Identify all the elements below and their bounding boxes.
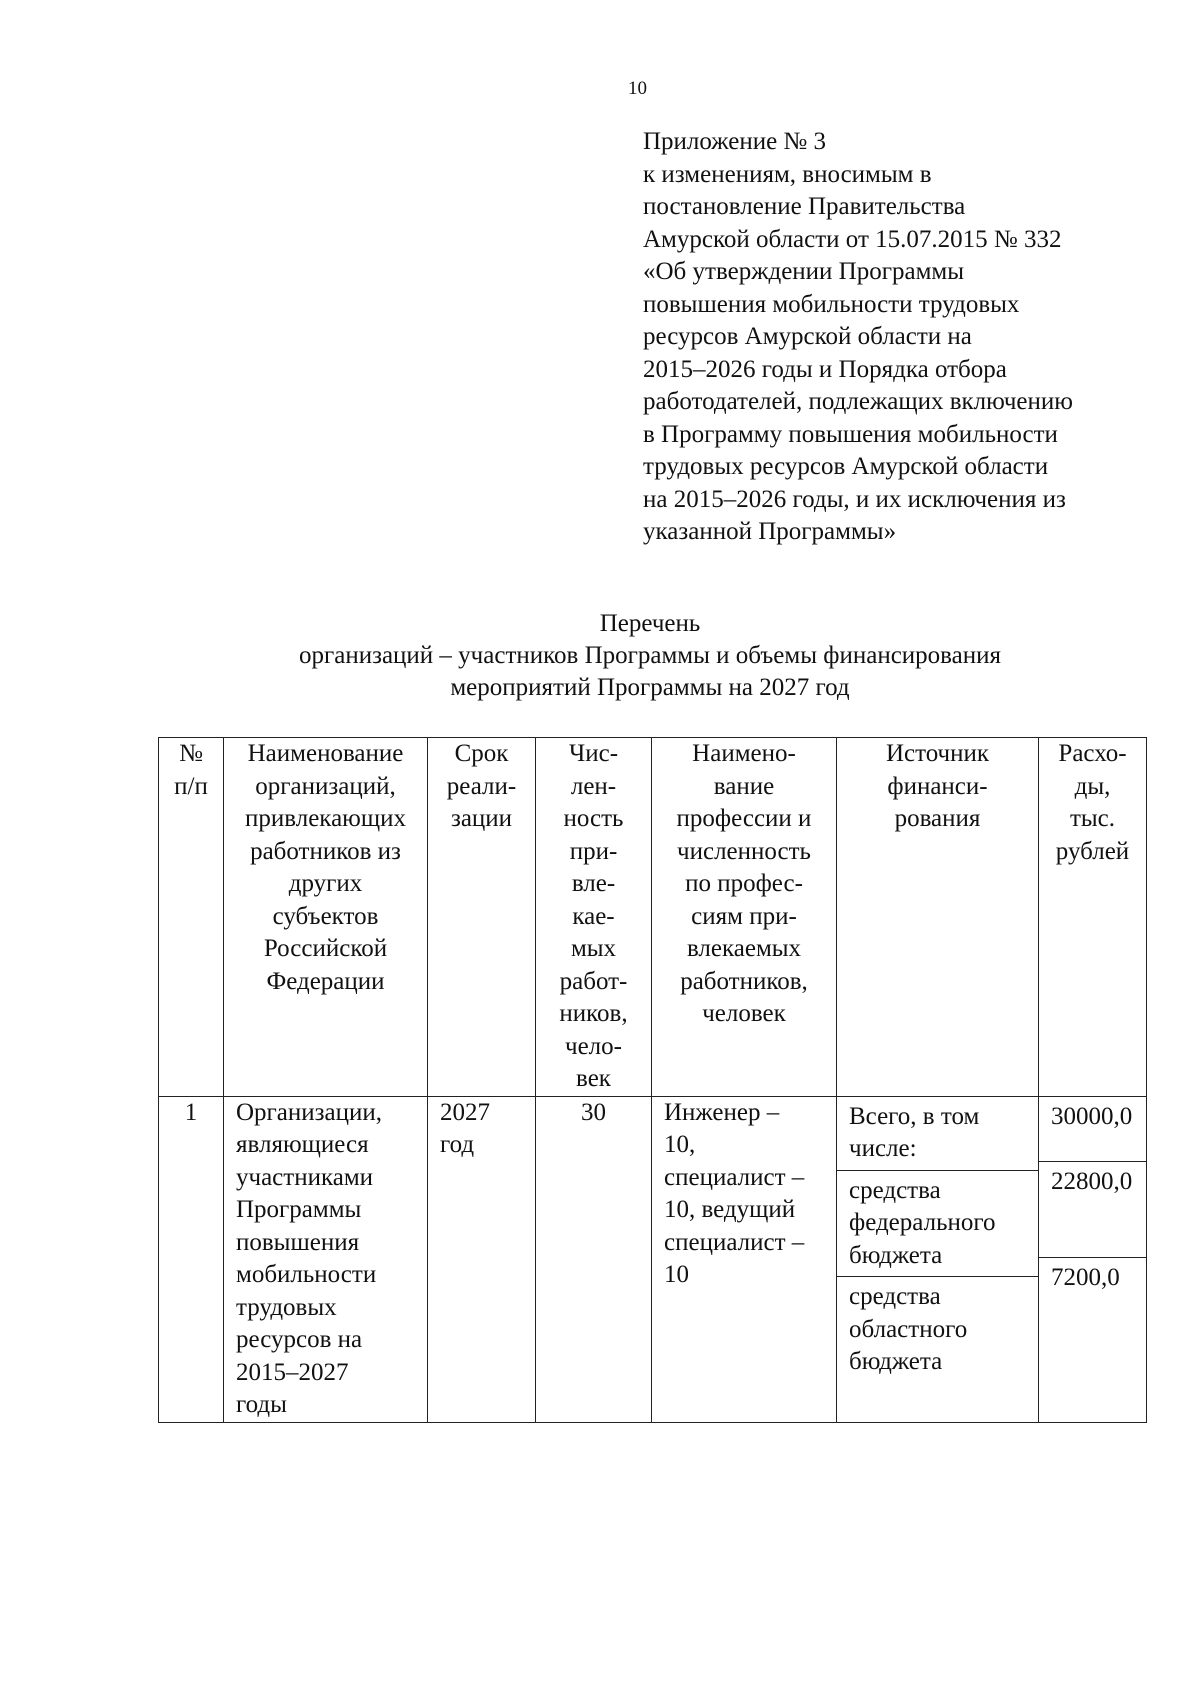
- heading-subtitle-line: организаций – участников Программы и объемы финансирования: [298, 642, 1002, 669]
- heading-title: Перечень: [599, 610, 701, 637]
- funding-source-regional: средства областного бюджета: [837, 1276, 1038, 1383]
- expense-federal: 22800,0: [1039, 1161, 1146, 1257]
- appendix-line: на 2015–2026 годы, и их исключения из: [643, 485, 1066, 513]
- row-professions: Инженер – 10, специалист – 10, ведущий специалист – 10: [652, 1096, 837, 1422]
- header-number: № п/п: [159, 738, 224, 1097]
- table-header-row: [159, 738, 1147, 1097]
- appendix-line: трудовых ресурсов Амурской области: [643, 453, 1049, 480]
- appendix-line: работодателей, подлежащих включению: [643, 388, 1073, 415]
- row-organization: Организации, являющиеся участниками Программы повышения мобильности трудовых ресурсов на 2015–2027 годы: [224, 1096, 428, 1422]
- appendix-line: Приложение № 3: [643, 128, 827, 155]
- appendix-line: «Об утверждении Программы: [643, 258, 965, 285]
- appendix-line: ресурсов Амурской области на: [643, 323, 972, 350]
- row-expenses: [1039, 1096, 1147, 1422]
- header-funding-source: Источник финанси- рования: [837, 738, 1039, 1097]
- funding-source-federal: средства федерального бюджета: [837, 1170, 1038, 1277]
- appendix-line: Амурской области от 15.07.2015 № 332: [643, 225, 1062, 253]
- document-heading: [160, 608, 1140, 704]
- organizations-table: [158, 737, 1147, 1423]
- expense-regional: 7200,0: [1039, 1257, 1146, 1299]
- table-row: [159, 1096, 1147, 1422]
- row-worker-count: 30: [536, 1096, 652, 1422]
- funding-source-total: Всего, в том числе:: [849, 1102, 980, 1162]
- appendix-line: повышения мобильности трудовых: [643, 290, 1020, 318]
- row-term: 2027 год: [428, 1096, 536, 1422]
- appendix-line: постановление Правительства: [643, 193, 966, 220]
- header-expenses: Расхо- ды, тыс. рублей: [1039, 738, 1147, 1097]
- row-number: 1: [159, 1096, 224, 1422]
- appendix-block: [643, 126, 1163, 549]
- header-organization: Наименование организаций, привлекающих работников из других субъектов Российской Федерации: [224, 738, 428, 1097]
- page-number: 10: [628, 78, 647, 99]
- appendix-line: 2015–2026 годы и Порядка отбора: [643, 355, 1007, 383]
- header-term: Срок реали- зации: [428, 738, 536, 1097]
- appendix-line: к изменениям, вносимым в: [643, 160, 932, 188]
- header-professions: Наимено- вание профессии и численность по профес- сиям при- влекаемых работников, человек: [652, 738, 837, 1097]
- expense-total: 30000,0: [1051, 1102, 1133, 1130]
- heading-subtitle-line: мероприятий Программы на 2027 год: [450, 674, 850, 701]
- header-worker-count: Чис- лен- ность при- вле- кае- мых работ- ников, чело- век: [536, 738, 652, 1097]
- appendix-line: указанной Программы»: [643, 518, 897, 545]
- appendix-line: в Программу повышения мобильности: [643, 420, 1058, 448]
- row-funding-sources: [837, 1096, 1039, 1422]
